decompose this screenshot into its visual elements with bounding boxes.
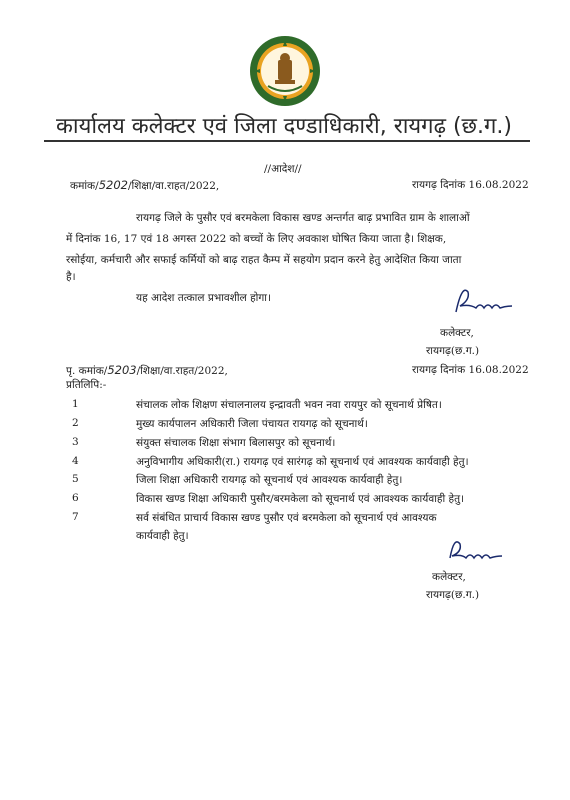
state-emblem-logo [248, 34, 322, 108]
order-effect-text: यह आदेश तत्काल प्रभावशील होगा। [136, 292, 271, 304]
copy-item-text: सर्व संबंधित प्राचार्य विकास खण्ड पुसौर एवं बरमकेला को सूचनार्थ एवं आवश्यक [136, 512, 437, 524]
signature-place-2: रायगढ़(छ.ग.) [426, 589, 480, 601]
copy-item-text: संयुक्त संचालक शिक्षा संभाग बिलासपुर को सूचनार्थ। [136, 437, 336, 449]
copy-item-text: संचालक लोक शिक्षण संचालनालय इन्द्रावती भवन नवा रायपुर को सूचनार्थ प्रेषित। [136, 399, 442, 411]
body-line-2: में दिनांक 16, 17 एवं 18 अगस्त 2022 को बच्चों के लिए अवकाश घोषित किया जाता है। शिक्षक, [66, 233, 447, 245]
collector-signature [440, 530, 510, 570]
header-divider [44, 140, 530, 142]
collector-signature [448, 282, 518, 322]
copy-item-number: 7 [72, 511, 79, 523]
order-ref-prefix: कमांक [70, 180, 96, 192]
copy-item-text: जिला शिक्षा अधिकारी रायगढ़ को सूचनार्थ एवं आवश्यक कार्यवाही हेतु। [136, 474, 403, 486]
endorsement-ref-suffix: /शिक्षा/वा.राहत/2022, [136, 365, 228, 377]
endorsement-date: रायगढ़ दिनांक 16.08.2022 [412, 364, 529, 376]
order-ref-number: 5202 [98, 178, 128, 192]
order-ref-line: कमांक/5202/शिक्षा/वा.राहत/2022, [70, 178, 220, 192]
copy-item-text: अनुविभागीय अधिकारी(रा.) रायगढ़ एवं सारंगढ़ को सूचनार्थ एवं आवश्यक कार्यवाही हेतु। [136, 456, 469, 468]
order-heading: //आदेश// [264, 163, 302, 175]
order-date: रायगढ़ दिनांक 16.08.2022 [412, 179, 529, 191]
endorsement-ref-line: पृ. कमांक/5203/शिक्षा/वा.राहत/2022, [66, 363, 228, 377]
copy-to-label: प्रतिलिपि:- [66, 379, 107, 391]
copy-item-number: 4 [72, 455, 79, 467]
copy-item-number: 2 [72, 417, 79, 429]
body-line-3: रसोईया, कर्मचारी और सफाई कर्मियों को बाढ़ राहत कैम्प में सहयोग प्रदान करने हेतु आदेशित किया जाता [66, 254, 462, 266]
office-title: कार्यालय कलेक्टर एवं जिला दण्डाधिकारी, रायगढ़ (छ.ग.) [56, 114, 512, 139]
signature-place-1: रायगढ़(छ.ग.) [426, 345, 480, 357]
body-line-4: है। [66, 271, 76, 283]
endorsement-ref-number: 5203 [107, 363, 137, 377]
signature-designation-1: कलेक्टर, [440, 327, 474, 339]
copy-item-number: 6 [72, 492, 79, 504]
copy-item-text: मुख्य कार्यपालन अधिकारी जिला पंचायत रायगढ़ को सूचनार्थ। [136, 418, 368, 430]
copy-item-text: विकास खण्ड शिक्षा अधिकारी पुसौर/बरमकेला को सूचनार्थ एवं आवश्यक कार्यवाही हेतु। [136, 493, 465, 505]
order-ref-suffix: /शिक्षा/वा.राहत/2022, [127, 180, 220, 192]
copy-item-number: 3 [72, 436, 79, 448]
endorsement-ref-prefix: पृ. कमांक [66, 365, 104, 377]
body-line-1: रायगढ़ जिले के पुसौर एवं बरमकेला विकास खण्ड अन्तर्गत बाढ़ प्रभावित ग्राम के शालाओं [136, 212, 470, 224]
signature-designation-2: कलेक्टर, [432, 571, 466, 583]
copy-item-text-continued: कार्यवाही हेतु। [136, 530, 189, 542]
copy-item-number: 5 [72, 473, 79, 485]
copy-item-number: 1 [72, 398, 79, 410]
